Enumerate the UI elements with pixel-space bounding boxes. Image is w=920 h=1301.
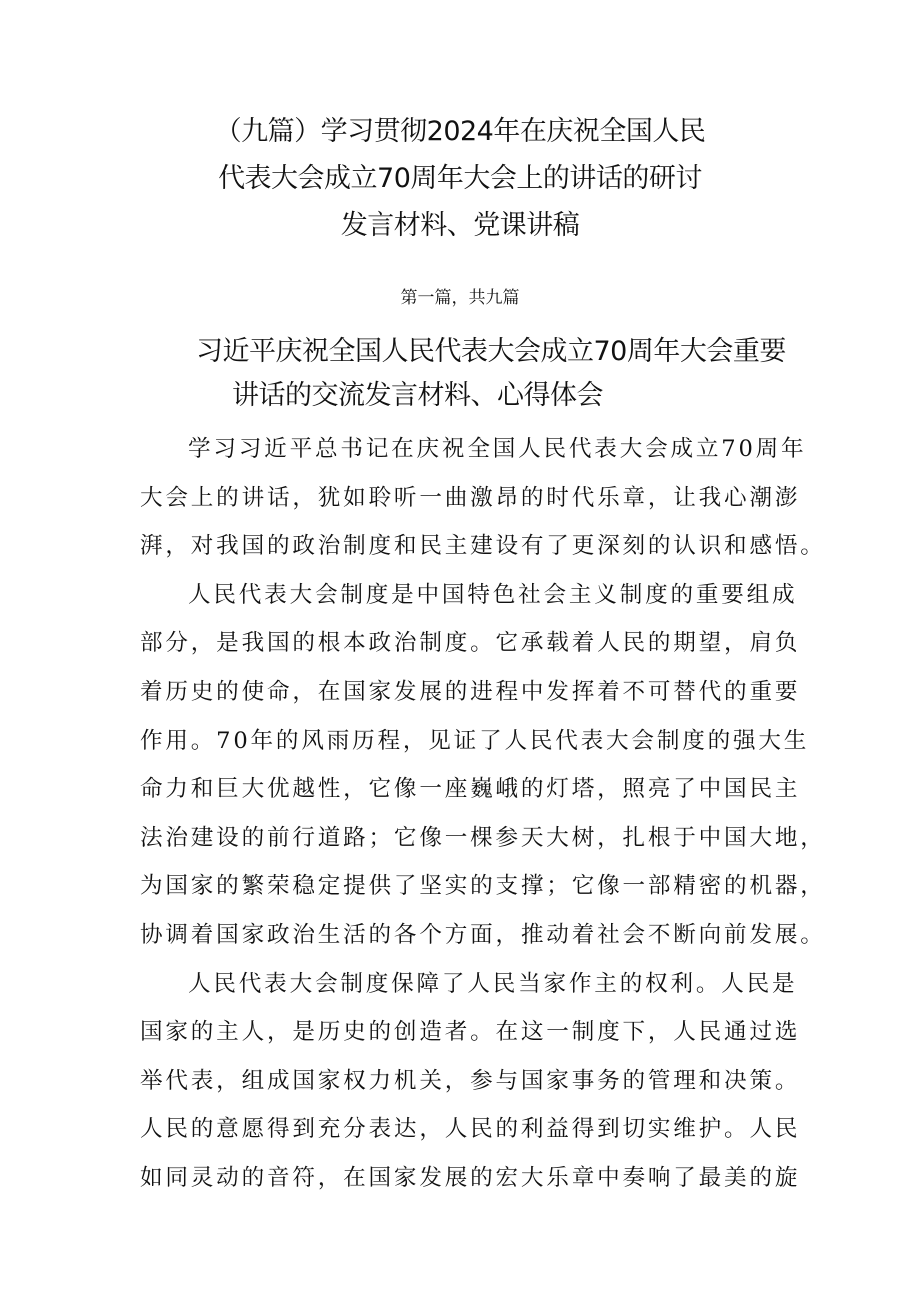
body-line: 部分，是我国的根本政治制度。它承载着人民的期望，肩负	[140, 630, 801, 657]
title-line: （九篇）学习贯彻2024年在庆祝全国人民	[214, 116, 706, 147]
body-line: 国家的主人，是历史的创造者。在这一制度下，人民通过选	[140, 1019, 801, 1046]
body-line: 湃，对我国的政治制度和民主建设有了更深刻的认识和感悟。	[140, 533, 826, 560]
body-line: 如同灵动的音符，在国家发展的宏大乐章中奏响了最美的旋	[140, 1164, 801, 1191]
section-label: 第一篇，共九篇	[400, 288, 520, 308]
article-subtitle	[196, 330, 836, 418]
body-line: 人民的意愿得到充分表达，人民的利益得到切实维护。人民	[140, 1116, 801, 1143]
subtitle-line: 习近平庆祝全国人民代表大会成立70周年大会重要	[196, 336, 786, 367]
subtitle-line: 讲话的交流发言材料、心得体会	[232, 380, 603, 411]
body-line: 着历史的使命，在国家发展的进程中发挥着不可替代的重要	[140, 678, 801, 705]
body-line: 人民代表大会制度保障了人民当家作主的权利。人民是	[188, 970, 798, 997]
body-line: 命力和巨大优越性，它像一座巍峨的灯塔，照亮了中国民主	[140, 776, 801, 803]
body-line: 人民代表大会制度是中国特色社会主义制度的重要组成	[188, 581, 798, 608]
body-line: 大会上的讲话，犹如聆听一曲激昂的时代乐章，让我心潮澎	[140, 484, 801, 511]
body-line: 法治建设的前行道路；它像一棵参天大树，扎根于中国大地，	[140, 824, 826, 851]
body-line: 为国家的繁荣稳定提供了坚实的支撑；它像一部精密的机器，	[140, 873, 826, 900]
document-title	[0, 108, 920, 249]
body-line: 学习习近平总书记在庆祝全国人民代表大会成立70周年	[188, 436, 807, 462]
title-line: 代表大会成立70周年大会上的讲话的研讨	[218, 163, 702, 194]
body-line: 协调着国家政治生活的各个方面，推动着社会不断向前发展。	[140, 921, 826, 948]
body-line: 举代表，组成国家权力机关，参与国家事务的管理和决策。	[140, 1067, 801, 1094]
article-body	[140, 425, 826, 1203]
body-line: 作用。70年的风雨历程，见证了人民代表大会制度的强大生	[140, 727, 810, 754]
title-line: 发言材料、党课讲稿	[340, 210, 580, 241]
